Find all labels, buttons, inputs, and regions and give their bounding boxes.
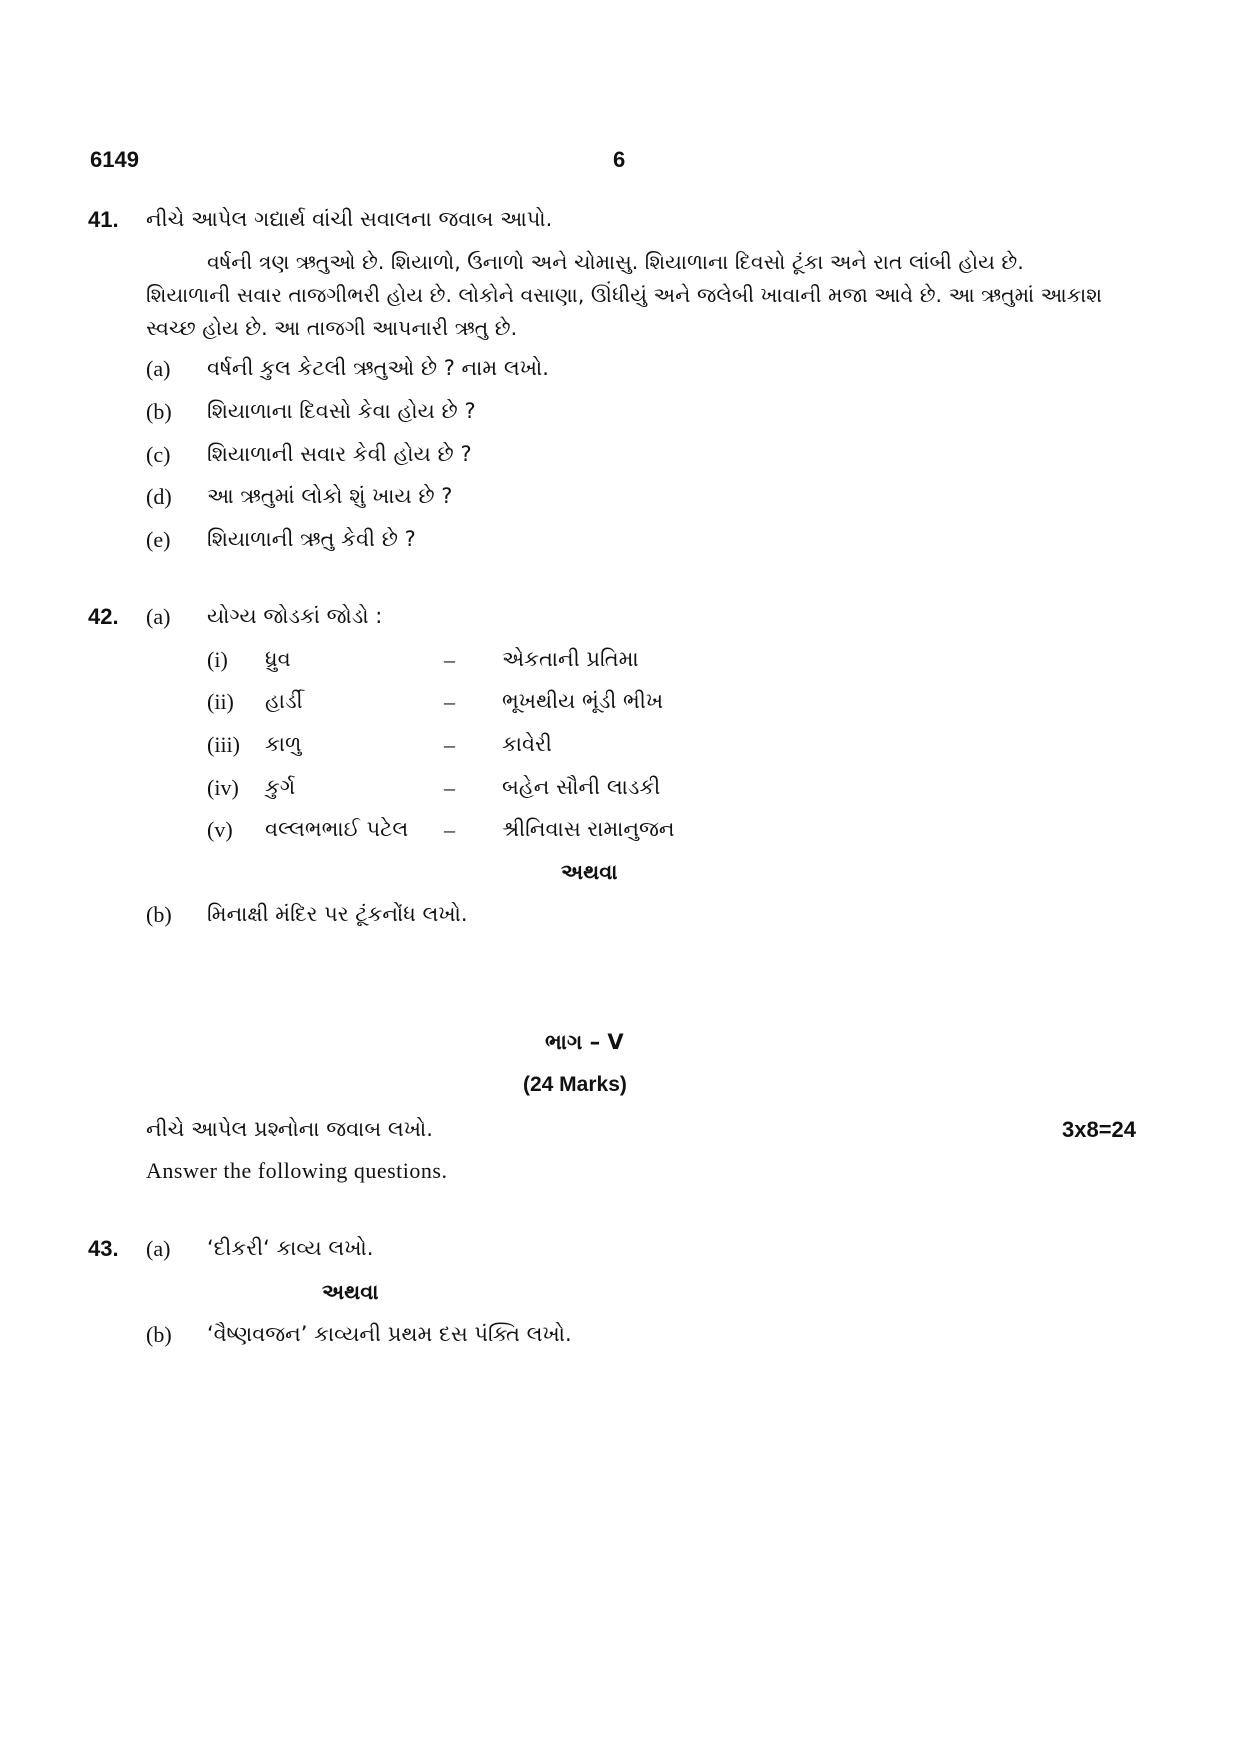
paper-code: 6149: [90, 147, 139, 172]
or-label: અથવા: [561, 860, 618, 884]
match-left: હાર્ડી: [265, 689, 303, 713]
sub-question-label: (a): [146, 604, 171, 629]
sub-question-label: (a): [146, 1236, 171, 1261]
passage-line: શિયાળાની સવાર તાજગીભરી હોય છે. લોકોને વસાણા, ઊંધીયું અને જલેબી ખાવાની મજા આવે છે. આ ઋતુમાં આકાશ: [146, 283, 1103, 307]
match-dash: –: [444, 647, 455, 672]
match-roman: (iv): [207, 775, 239, 800]
marks-formula: 3x8=24: [1062, 1117, 1137, 1142]
sub-question-label: (b): [146, 1322, 172, 1347]
sub-question-label: (e): [146, 527, 171, 552]
sub-question-label: (d): [146, 484, 172, 509]
match-right: શ્રીનિવાસ રામાનુજન: [502, 817, 675, 841]
sub-question-label: (b): [146, 399, 172, 424]
sub-question-label: (c): [146, 442, 171, 467]
sub-question-text: યોગ્ય જોડકાં જોડો :: [207, 604, 383, 628]
match-dash: –: [444, 689, 455, 714]
question-instruction: નીચે આપેલ ગદ્યાર્થ વાંચી સવાલના જવાબ આપો.: [146, 207, 553, 231]
or-label: અથવા: [322, 1280, 379, 1304]
match-roman: (i): [207, 647, 228, 672]
passage-line: વર્ષની ત્રણ ઋતુઓ છે. શિયાળો, ઉનાળો અને ચોમાસુ. શિયાળાના દિવસો ટૂંકા અને રાત લાંબી હોય છે.: [207, 250, 1024, 274]
sub-question-text: ‘દીકરી‘ કાવ્ય લખો.: [207, 1236, 374, 1260]
match-roman: (iii): [207, 732, 240, 757]
sub-question-label: (a): [146, 356, 171, 381]
match-dash: –: [444, 817, 455, 842]
match-left: કુર્ગ: [265, 775, 296, 799]
page-number: 6: [613, 147, 626, 172]
sub-question-text: શિયાળાની ઋતુ કેવી છે ?: [207, 527, 416, 551]
sub-question-text: શિયાળાની સવાર કેવી હોય છે ?: [207, 442, 472, 466]
question-number: 43.: [88, 1236, 119, 1261]
sub-question-text: ‘વૈષ્ણવજન’ કાવ્યની પ્રથમ દસ પંક્તિ લખો.: [207, 1322, 572, 1346]
section-instruction-english: Answer the following questions.: [146, 1158, 448, 1183]
match-right: કાવેરી: [502, 732, 552, 756]
match-roman: (v): [207, 817, 233, 842]
match-left: કાળુ: [265, 732, 302, 756]
section-title: ભાગ – V: [545, 1030, 624, 1054]
sub-question-text: મિનાક્ષી મંદિર પર ટૂંકનોંધ લખો.: [207, 902, 468, 926]
sub-question-text: શિયાળાના દિવસો કેવા હોય છે ?: [207, 399, 476, 423]
passage-line: સ્વચ્છ હોય છે. આ તાજગી આપનારી ઋતુ છે.: [146, 316, 518, 340]
match-left: વલ્લભભાઈ પટેલ: [265, 817, 409, 841]
match-roman: (ii): [207, 689, 234, 714]
sub-question-label: (b): [146, 902, 172, 927]
match-left: ધ્રુવ: [265, 647, 291, 671]
match-right: બહેન સૌની લાડકી: [502, 775, 661, 799]
match-dash: –: [444, 775, 455, 800]
match-right: ભૂખથીય ભૂંડી ભીખ: [502, 689, 664, 713]
question-number: 42.: [88, 604, 119, 629]
match-dash: –: [444, 732, 455, 757]
section-instruction-gujarati: નીચે આપેલ પ્રશ્નોના જવાબ લખો.: [146, 1117, 433, 1141]
sub-question-text: વર્ષની કુલ કેટલી ઋતુઓ છે ? નામ લખો.: [207, 356, 549, 380]
section-marks: (24 Marks): [523, 1073, 627, 1096]
sub-question-text: આ ઋતુમાં લોકો શું ખાય છે ?: [207, 484, 453, 508]
question-number: 41.: [88, 207, 119, 232]
match-right: એકતાની પ્રતિમા: [502, 647, 639, 671]
